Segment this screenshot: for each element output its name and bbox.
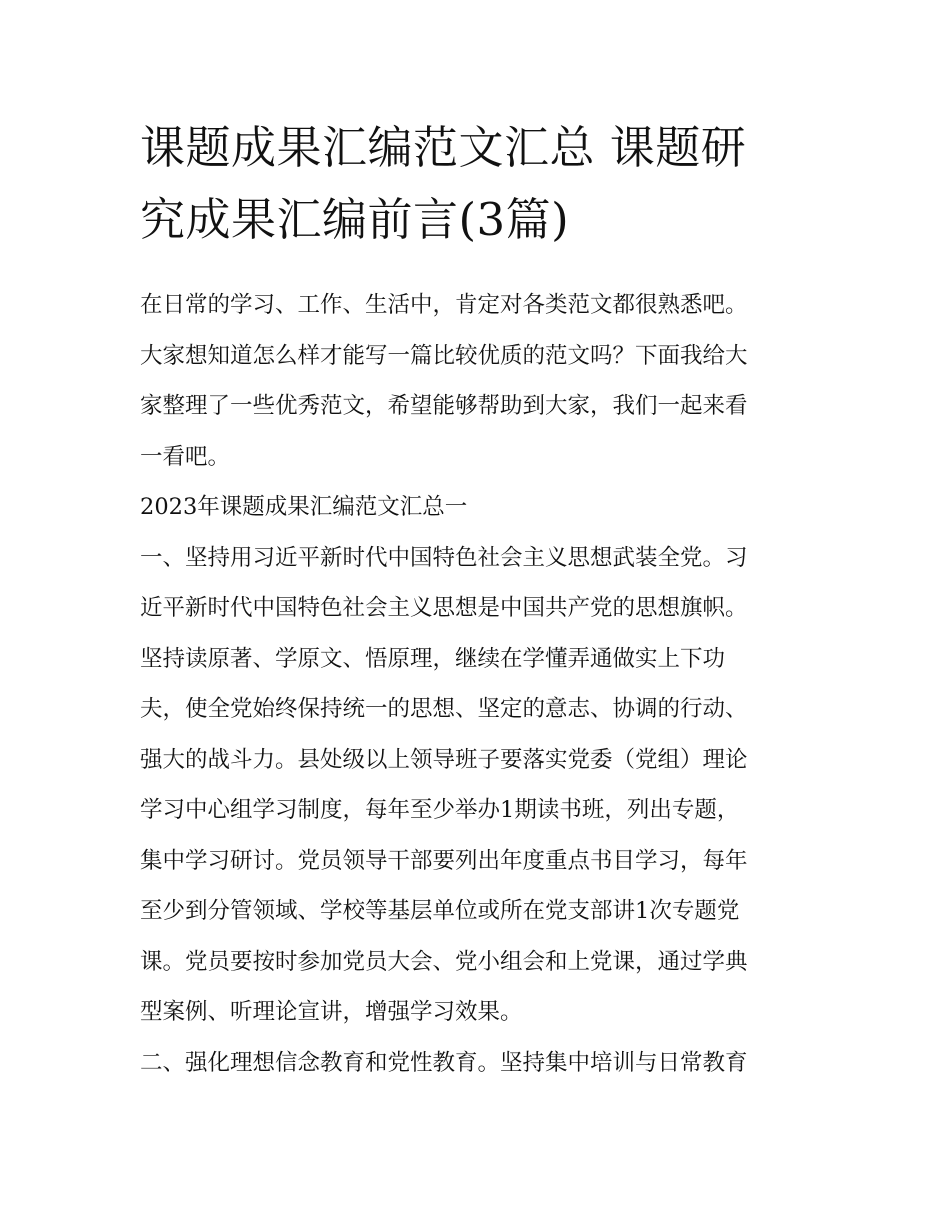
section-heading: 2023年课题成果汇编范文汇总一: [140, 494, 468, 520]
paragraph-line: 近平新时代中国特色社会主义思想是中国共产党的思想旗帜。: [140, 595, 748, 621]
title-line: 课题成果汇编范文汇总 课题研: [140, 121, 747, 174]
paragraph-line: 大家想知道怎么样才能写一篇比较优质的范文吗？下面我给大: [140, 342, 748, 369]
intro-paragraph: [140, 280, 812, 482]
section-one-paragraph: [140, 533, 812, 1038]
paragraph-line: 一、坚持用习近平新时代中国特色社会主义思想武装全党。习: [140, 544, 748, 571]
paragraph-line: 在日常的学习、工作、生活中，肯定对各类范文都很熟悉吧。: [140, 292, 748, 318]
paragraph-line: 课。党员要按时参加党员大会、党小组会和上党课，通过学典: [140, 948, 748, 975]
document-title: [140, 112, 812, 256]
paragraph-line: 学习中心组学习制度，每年至少举办1期读书班，列出专题，: [140, 797, 740, 823]
paragraph-line: 型案例、听理论宣讲，增强学习效果。: [140, 999, 523, 1025]
paragraph-line: 坚持读原著、学原文、悟原理，继续在学懂弄通做实上下功: [140, 645, 726, 672]
section-two-paragraph: [140, 1038, 812, 1089]
paragraph-line: 二、强化理想信念教育和党性教育。坚持集中培训与日常教育: [140, 1049, 748, 1076]
document-body: [140, 280, 812, 1088]
paragraph-line: 至少到分管领域、学校等基层单位或所在党支部讲1次专题党: [140, 898, 740, 924]
title-line: 究成果汇编前言(3篇): [140, 193, 570, 246]
paragraph-line: 集中学习研讨。党员领导干部要列出年度重点书目学习，每年: [140, 847, 748, 874]
paragraph-line: 一看吧。: [140, 443, 231, 470]
paragraph-line: 强大的战斗力。县处级以上领导班子要落实党委（党组）理论: [140, 746, 748, 773]
paragraph-line: 夫，使全党始终保持统一的思想、坚定的意志、协调的行动、: [140, 696, 748, 722]
document-page: [140, 112, 812, 1088]
paragraph-line: 家整理了一些优秀范文，希望能够帮助到大家，我们一起来看: [140, 393, 748, 419]
section-heading-paragraph: [140, 482, 812, 533]
